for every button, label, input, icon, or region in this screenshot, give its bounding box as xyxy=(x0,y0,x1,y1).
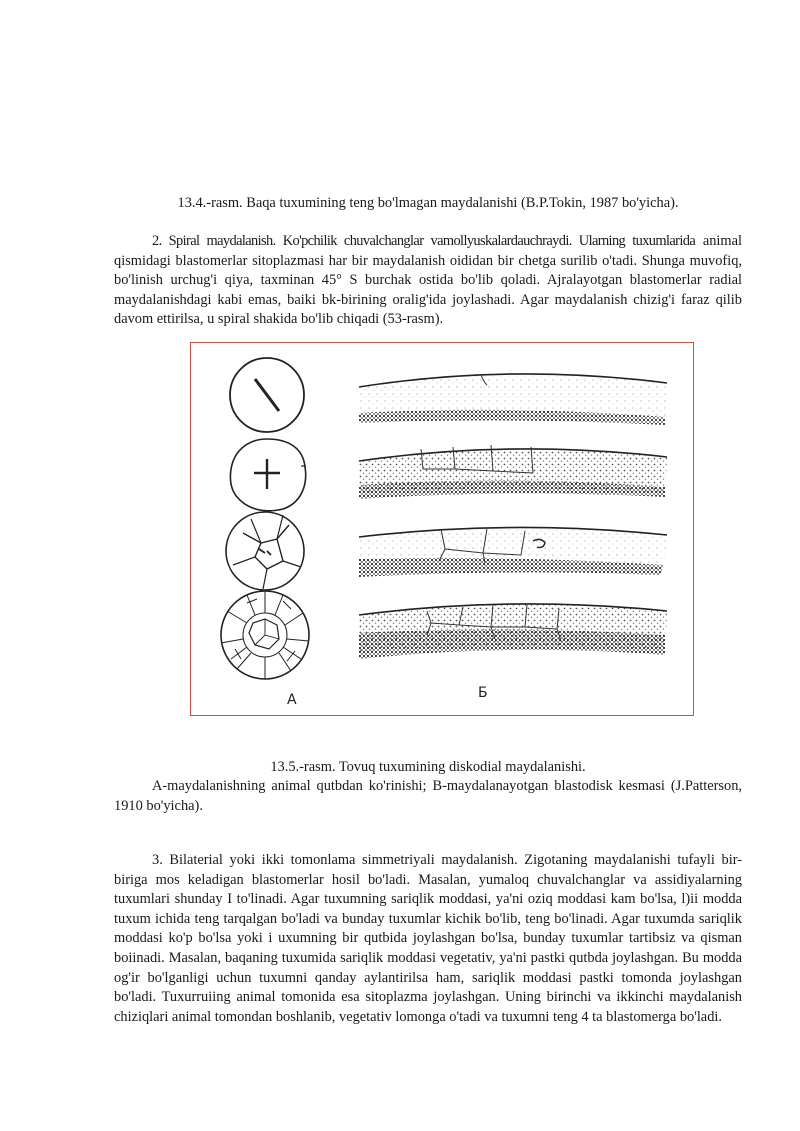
section-b-stage-1 xyxy=(359,374,667,425)
section-b-stage-2 xyxy=(359,445,667,499)
figure-label-a: A xyxy=(287,692,297,708)
paragraph-spiral-lead: 2. Spiral maydalanish. Ko'pchilik chuvalchanglar vamollyuskalardauchraydi. Ularning tuxumlarida xyxy=(152,233,696,249)
view-a-stage-3 xyxy=(226,512,304,590)
figure-caption-13-5-desc xyxy=(114,777,742,816)
figure-illustration xyxy=(191,343,695,717)
figure-caption-13-4: 13.4.-rasm. Baqa tuxumining teng bo'lmagan maydalanishi (B.P.Tokin, 1987 bo'yicha). xyxy=(177,195,679,211)
paragraph-bilateral-text: 3. Bilaterial yoki ikki tomonlama simmetriyali maydalanish. Zigotaning maydalanishi tufayli bir-biriga mos keladigan blastomerlar hosil bo'ladi. Masalan, yumaloq chuvalchanglar va assidiyalarning tuxumlari shunday I to'linadi. Agar tuxumning sariqlik moddasi, ya'ni oziq moddasi kam bo'lsa, l)ii modda tuxum ichida teng tarqalgan bo'ladi va bunday tuxumlar kichik bo'lib, teng bo'linadi. Agar tuxumda sariqlik moddasi ko'p bo'lsa yoki i uxumning bir qutbida joylashgan bo'lsa, bunday tuxumlar tartibsiz va qisman boiinadi. Masalan, baqaning tuxumida sariqlik moddasi vegetativ, ya'ni pastki qutbda joylashgan. Bu modda og'ir bo'lganligi uchun tuxumni qanday aylantirilsa ham, sariqlik moddasi pastki tomonda joylashgan bo'ladi. Tuxurruiing animal tomonida esa sitoplazma joylashgan. Uning birinchi va ikkinchi maydalanish chiziqlari animal tomondan boshlanib, vegetativ lomonga o'tadi va tuxumni teng 4 ta blastomerga bo'ladi. xyxy=(114,852,742,1025)
paragraph-bilateral-cleavage xyxy=(114,851,742,1027)
view-a-stage-1 xyxy=(230,358,304,432)
section-b-stage-3 xyxy=(359,527,667,577)
figure-caption-desc-text: A-maydalanishning animal qutbdan ko'rinishi; B-maydalanayotgan blastodisk kesmasi (J.Patterson, 1910 bo'yicha). xyxy=(114,778,742,814)
figure-label-b: Б xyxy=(478,685,488,701)
view-a-stage-2 xyxy=(230,439,306,511)
paragraph-spiral-cleavage xyxy=(114,232,742,330)
view-a-stage-4 xyxy=(221,591,309,679)
figure-discoidal-cleavage xyxy=(190,342,694,716)
figure-caption-13-5-title: 13.5.-rasm. Tovuq tuxumining diskodial maydalanishi. xyxy=(270,759,586,775)
paragraph-spiral-rest: animal qismidagi blastomerlar sitoplazmasi har bir maydalanish oididan bir chetga surilib o'tadi. Shunga muvofiq, bo'linish urchug'i qiya, taxminan 45° S burchak ostida bo'lib qoladi. Ajralayotgan blastomerlar radial maydalanishdagi kabi emas, baiki bk-birining oralig'ida joylashadi. Agar maydalanish chizig'i faraz qilib davom ettirilsa, u spiral shakida bo'lib chiqadi (53-rasm). xyxy=(114,233,742,328)
section-b-stage-4 xyxy=(359,604,667,659)
